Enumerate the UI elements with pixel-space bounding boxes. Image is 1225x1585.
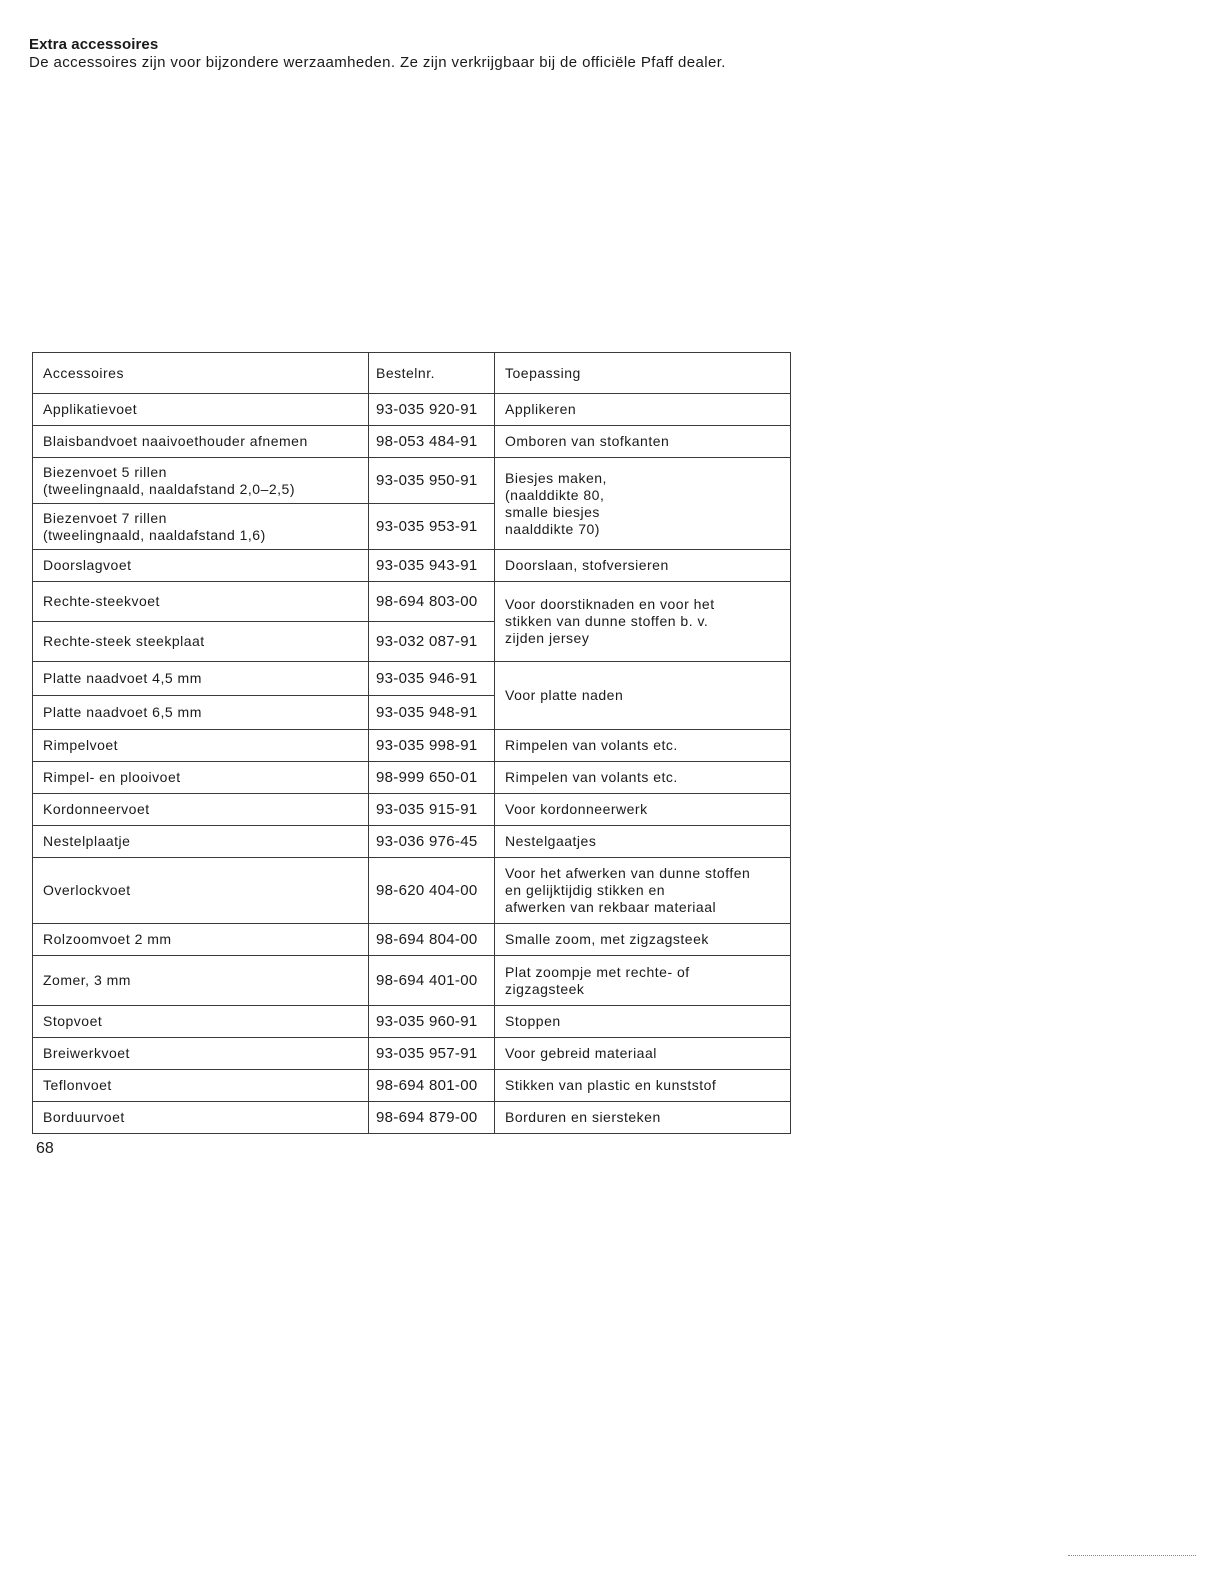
table-row [33, 458, 791, 504]
order-number: 93-035 957-91 [369, 1038, 495, 1070]
application: Stikken van plastic en kunststof [495, 1070, 791, 1102]
table-row [33, 730, 791, 762]
accessory-name: Kordonneervoet [33, 794, 369, 826]
table-row [33, 550, 791, 582]
order-number: 98-694 803-00 [369, 582, 495, 622]
order-number: 93-035 960-91 [369, 1006, 495, 1038]
table-row [33, 794, 791, 826]
order-number: 93-035 950-91 [369, 458, 495, 504]
scan-artifact-line [1068, 1555, 1196, 1556]
accessory-name: Rechte-steek steekplaat [33, 622, 369, 662]
application: Biesjes maken, (naalddikte 80, smalle biesjes naalddikte 70) [495, 458, 791, 550]
table-row [33, 394, 791, 426]
table-row [33, 582, 791, 622]
table-row [33, 1102, 791, 1134]
accessory-name: Rechte-steekvoet [33, 582, 369, 622]
application: Borduren en siersteken [495, 1102, 791, 1134]
application: Voor doorstiknaden en voor het stikken van dunne stoffen b. v. zijden jersey [495, 582, 791, 662]
accessory-name: Platte naadvoet 4,5 mm [33, 662, 369, 696]
application: Rimpelen van volants etc. [495, 730, 791, 762]
order-number: 98-694 401-00 [369, 956, 495, 1006]
accessory-name: Breiwerkvoet [33, 1038, 369, 1070]
accessory-name: Nestelplaatje [33, 826, 369, 858]
application: Voor gebreid materiaal [495, 1038, 791, 1070]
intro-text: De accessoires zijn voor bijzondere werzaamheden. Ze zijn verkrijgbaar bij de officiële Pfaff dealer. [29, 54, 726, 71]
table-row [33, 924, 791, 956]
application: Stoppen [495, 1006, 791, 1038]
order-number: 93-035 948-91 [369, 696, 495, 730]
order-number: 93-035 943-91 [369, 550, 495, 582]
order-number: 98-620 404-00 [369, 858, 495, 924]
table-row [33, 826, 791, 858]
accessory-name: Biezenvoet 7 rillen (tweelingnaald, naaldafstand 1,6) [33, 504, 369, 550]
accessory-name: Blaisbandvoet naaivoethouder afnemen [33, 426, 369, 458]
table-row [33, 858, 791, 924]
header-accessoires: Accessoires [33, 353, 369, 394]
header-toepassing: Toepassing [495, 353, 791, 394]
accessory-name: Rolzoomvoet 2 mm [33, 924, 369, 956]
table-row [33, 1006, 791, 1038]
order-number: 98-694 801-00 [369, 1070, 495, 1102]
order-number: 93-035 915-91 [369, 794, 495, 826]
accessory-name: Rimpel- en plooivoet [33, 762, 369, 794]
order-number: 98-694 879-00 [369, 1102, 495, 1134]
accessory-name: Stopvoet [33, 1006, 369, 1038]
application: Rimpelen van volants etc. [495, 762, 791, 794]
order-number: 98-694 804-00 [369, 924, 495, 956]
table-row [33, 1038, 791, 1070]
table-row [33, 1070, 791, 1102]
application: Plat zoompje met rechte- of zigzagsteek [495, 956, 791, 1006]
accessory-name: Platte naadvoet 6,5 mm [33, 696, 369, 730]
application: Voor het afwerken van dunne stoffen en gelijktijdig stikken en afwerken van rekbaar materiaal [495, 858, 791, 924]
order-number: 93-035 946-91 [369, 662, 495, 696]
application: Voor kordonneerwerk [495, 794, 791, 826]
order-number: 93-035 953-91 [369, 504, 495, 550]
accessory-name: Zomer, 3 mm [33, 956, 369, 1006]
table-header-row [33, 353, 791, 394]
application: Nestelgaatjes [495, 826, 791, 858]
accessory-name: Overlockvoet [33, 858, 369, 924]
accessory-name: Applikatievoet [33, 394, 369, 426]
accessory-name: Rimpelvoet [33, 730, 369, 762]
application: Omboren van stofkanten [495, 426, 791, 458]
accessory-name: Borduurvoet [33, 1102, 369, 1134]
order-number: 98-999 650-01 [369, 762, 495, 794]
header-bestelnr: Bestelnr. [369, 353, 495, 394]
application: Doorslaan, stofversieren [495, 550, 791, 582]
application: Voor platte naden [495, 662, 791, 730]
accessory-name: Teflonvoet [33, 1070, 369, 1102]
order-number: 93-035 998-91 [369, 730, 495, 762]
table-row [33, 762, 791, 794]
order-number: 93-032 087-91 [369, 622, 495, 662]
accessories-table [32, 352, 791, 1134]
order-number: 98-053 484-91 [369, 426, 495, 458]
accessory-name: Biezenvoet 5 rillen (tweelingnaald, naaldafstand 2,0–2,5) [33, 458, 369, 504]
page-number: 68 [36, 1140, 54, 1157]
section-heading: Extra accessoires [29, 36, 159, 53]
order-number: 93-035 920-91 [369, 394, 495, 426]
application: Applikeren [495, 394, 791, 426]
accessory-name: Doorslagvoet [33, 550, 369, 582]
order-number: 93-036 976-45 [369, 826, 495, 858]
application: Smalle zoom, met zigzagsteek [495, 924, 791, 956]
table-row [33, 956, 791, 1006]
table-row [33, 662, 791, 696]
table-row [33, 426, 791, 458]
